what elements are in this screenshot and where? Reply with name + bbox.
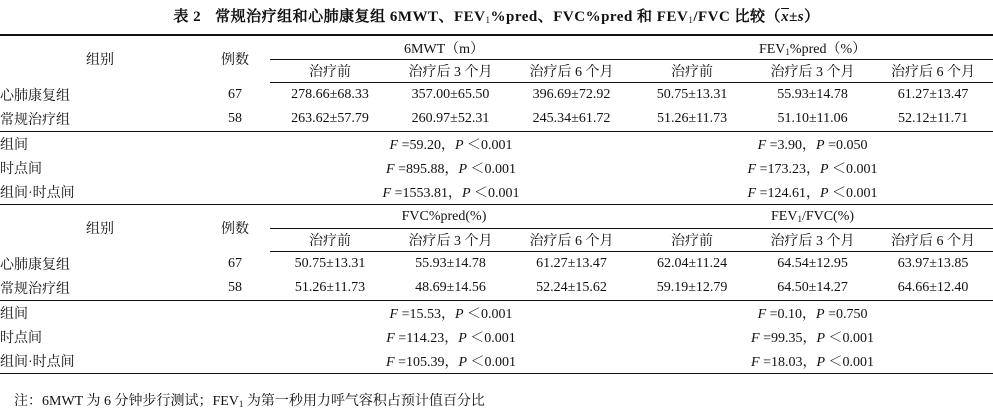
stat-label: 时点间 xyxy=(0,331,42,346)
stat-result: F =0.10，P =0.750 xyxy=(757,307,868,322)
stat-row xyxy=(0,180,993,205)
stat-result: F =99.35，P ＜0.001 xyxy=(751,331,875,346)
value-cell: 51.10±11.06 xyxy=(752,107,873,132)
sample-size: 67 xyxy=(228,86,242,102)
table-caption xyxy=(0,0,993,34)
stat-result: F =15.53，P ＜0.001 xyxy=(389,307,513,322)
stat-row xyxy=(0,156,993,180)
group-header: 组别 xyxy=(0,35,200,83)
value-cell: 59.19±12.79 xyxy=(632,276,752,301)
header-row xyxy=(0,35,993,60)
timepoint-header: 治疗后 6 个月 xyxy=(511,60,632,83)
value-cell: 396.69±72.92 xyxy=(532,87,611,102)
value-cell: 52.12±11.71 xyxy=(873,107,993,132)
sample-size: 58 xyxy=(200,107,270,132)
measure-header: $FEV_1\%pred(\%)$ xyxy=(632,35,993,60)
value-cell: 61.27±13.47 xyxy=(897,87,969,102)
value-cell: 357.00±65.50 xyxy=(411,87,490,102)
table-number: 表 2 xyxy=(173,9,202,25)
stat-result: F =3.90，P =0.050 xyxy=(757,138,868,153)
stat-label: 组间·时点间 xyxy=(0,349,200,374)
stat-label: 组间 xyxy=(0,307,28,322)
table-row xyxy=(0,276,993,301)
value-cell: 62.04±11.24 xyxy=(656,256,728,271)
value-cell: 52.24±15.62 xyxy=(511,276,632,301)
timepoint-header: 治疗前 xyxy=(270,60,390,83)
value-cell: 64.66±12.40 xyxy=(873,276,993,301)
value-cell: 55.93±14.78 xyxy=(415,256,486,271)
measure-header: $FEV_1/FVC(\%)$ xyxy=(632,205,993,229)
timepoint-header: 治疗后 3 个月 xyxy=(390,229,511,252)
stat-row xyxy=(0,301,993,326)
timepoint-header: 治疗后 3 个月 xyxy=(752,229,873,252)
stat-result: F =1553.81，P ＜0.001 xyxy=(270,180,632,205)
stat-label: 组间 xyxy=(0,138,28,153)
group-name: 心肺康复组 xyxy=(0,257,70,273)
value-cell: 51.26±11.73 xyxy=(270,276,390,301)
stat-row xyxy=(0,132,993,157)
value-cell: 260.97±52.31 xyxy=(390,107,511,132)
table-footnote: 注：6MWT 为 6 分钟步行测试；$FEV_1$ 为第一秒用力呼气容积占预计值百分比 xyxy=(14,394,485,409)
value-cell: 50.75±13.31 xyxy=(656,87,728,102)
stat-result: F =173.23，P ＜0.001 xyxy=(747,162,878,177)
stat-row xyxy=(0,325,993,349)
stat-result: F =18.03，P ＜0.001 xyxy=(632,349,993,374)
stat-row xyxy=(0,349,993,374)
stat-result: F =124.61，P ＜0.001 xyxy=(632,180,993,205)
header-row xyxy=(0,205,993,229)
value-cell: 278.66±68.33 xyxy=(291,87,369,102)
value-cell: 245.34±61.72 xyxy=(511,107,632,132)
timepoint-header: 治疗后 6 个月 xyxy=(511,229,632,252)
value-cell: 50.75±13.31 xyxy=(294,256,366,271)
value-cell: 63.97±13.85 xyxy=(897,256,969,271)
count-header: 例数 xyxy=(200,205,270,252)
group-name: 心肺康复组 xyxy=(0,88,70,104)
value-cell: 48.69±14.56 xyxy=(390,276,511,301)
measure-header: 6MWT（m） xyxy=(270,35,632,60)
timepoint-header: 治疗前 xyxy=(632,229,752,252)
timepoint-header: 治疗后 6 个月 xyxy=(873,229,993,252)
group-name: 常规治疗组 xyxy=(0,107,200,132)
value-cell: 263.62±57.79 xyxy=(270,107,390,132)
group-name: 常规治疗组 xyxy=(0,276,200,301)
table-row xyxy=(0,83,993,108)
value-cell: 64.50±14.27 xyxy=(752,276,873,301)
stat-result: F =895.88，P ＜0.001 xyxy=(386,162,517,177)
stat-result: F =114.23，P ＜0.001 xyxy=(386,331,516,346)
timepoint-header: 治疗前 xyxy=(632,60,752,83)
sample-size: 58 xyxy=(200,276,270,301)
table-title: 常规治疗组和心肺康复组 6MWT、$FEV_1\%pred$、FVC%pred 和 $FEV_1$/FVC 比较$(\overline{x}\pm s)$ xyxy=(215,9,820,25)
group-header: 组别 xyxy=(0,205,200,252)
timepoint-header: 治疗后 6 个月 xyxy=(873,60,993,83)
table-row xyxy=(0,107,993,132)
table-row xyxy=(0,252,993,277)
results-table xyxy=(0,34,993,374)
sample-size: 67 xyxy=(228,255,242,271)
value-cell: 64.54±12.95 xyxy=(777,256,848,271)
timepoint-header: 治疗后 3 个月 xyxy=(390,60,511,83)
stat-result: F =105.39，P ＜0.001 xyxy=(270,349,632,374)
count-header: 例数 xyxy=(200,35,270,83)
timepoint-header: 治疗后 3 个月 xyxy=(752,60,873,83)
timepoint-header: 治疗前 xyxy=(270,229,390,252)
stat-label: 组间·时点间 xyxy=(0,180,200,205)
value-cell: 55.93±14.78 xyxy=(777,87,848,102)
value-cell: 51.26±11.73 xyxy=(632,107,752,132)
value-cell: 61.27±13.47 xyxy=(536,256,607,271)
stat-label: 时点间 xyxy=(0,162,42,177)
measure-header: FVC%pred(%) xyxy=(270,205,632,229)
stat-result: F =59.20，P ＜0.001 xyxy=(389,138,513,153)
